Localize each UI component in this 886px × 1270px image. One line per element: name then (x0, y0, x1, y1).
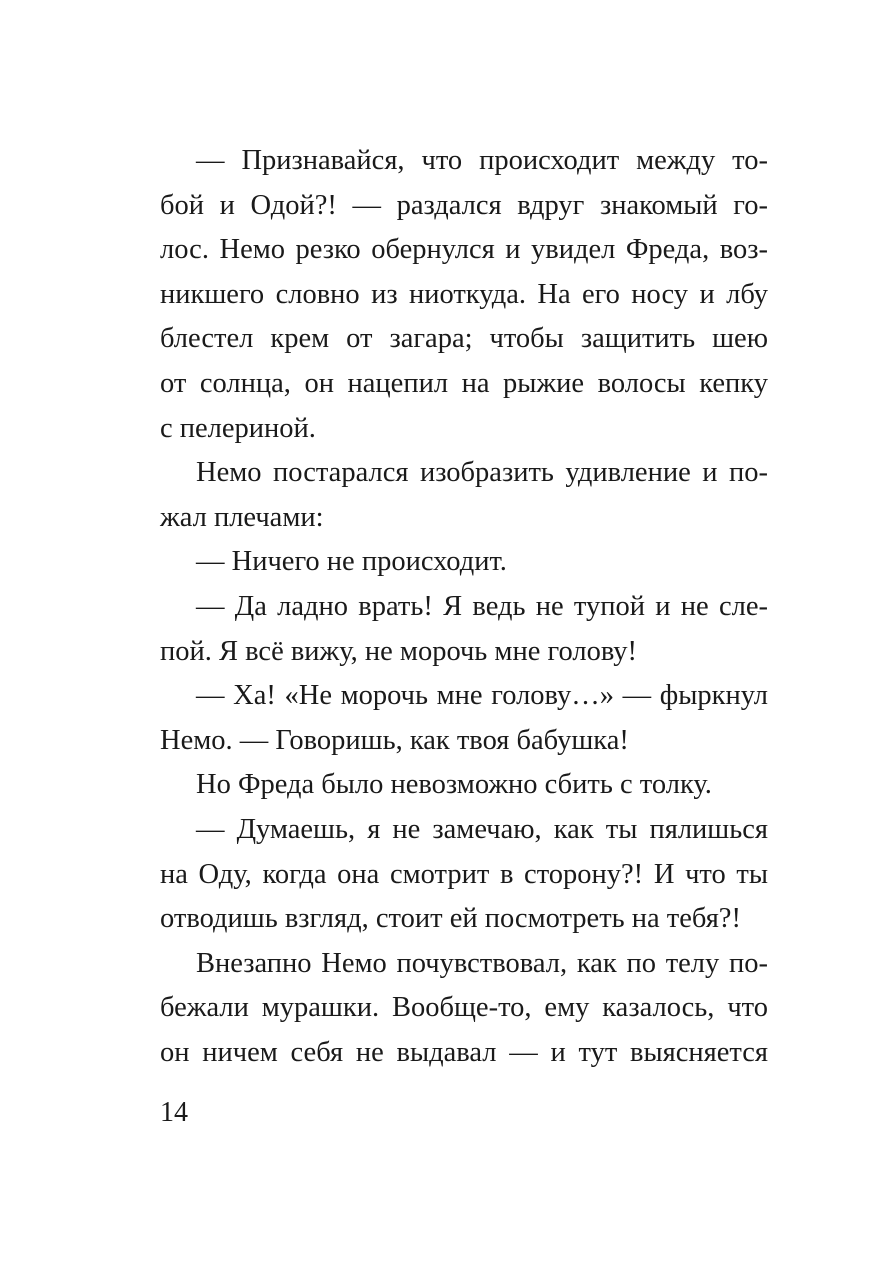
text-line: Но Фреда было невозможно сбить с толку. (196, 769, 712, 801)
text-line: с пелериной. (160, 412, 316, 444)
text-line: отводишь взгляд, стоит ей посмотреть на тебя?! (160, 903, 741, 935)
text-line: лос. Немо резко обернулся и увидел Фреда, воз- (160, 234, 768, 266)
text-line: на Оду, когда она смотрит в сторону?! И что ты (160, 858, 768, 890)
text-line: он ничем себя не выдавал — и тут выясняется (160, 1036, 768, 1068)
text-line: Немо. — Говоришь, как твоя бабушка! (160, 724, 629, 756)
text-line: бежали мурашки. Вообще-то, ему казалось, что (160, 992, 768, 1024)
text-line: — Признавайся, что происходит между то- (196, 145, 768, 176)
text-line: никшего словно из ниоткуда. На его носу и лбу (160, 278, 768, 310)
text-line: — Ничего не происходит. (196, 546, 507, 578)
text-line: — Ха! «Не морочь мне голову…» — фыркнул (196, 680, 768, 712)
text-line: — Да ладно врать! Я ведь не тупой и не сле- (196, 590, 768, 622)
text-line: жал плечами: (160, 501, 324, 533)
body-text (160, 139, 768, 1075)
text-line: — Думаешь, я не замечаю, как ты пялишься (196, 813, 768, 845)
text-line: пой. Я всё вижу, не морочь мне голову! (160, 635, 638, 667)
text-line: от солнца, он нацепил на рыжие волосы кепку (160, 367, 768, 399)
text-line: Немо постарался изобразить удивление и по- (196, 457, 768, 489)
text-line: блестел крем от загара; чтобы защитить шею (160, 323, 768, 355)
text-line: Внезапно Немо почувствовал, как по телу по- (196, 947, 768, 979)
text-line: бой и Одой?! — раздался вдруг знакомый го- (160, 189, 768, 221)
page-number: 14 (160, 1097, 188, 1128)
